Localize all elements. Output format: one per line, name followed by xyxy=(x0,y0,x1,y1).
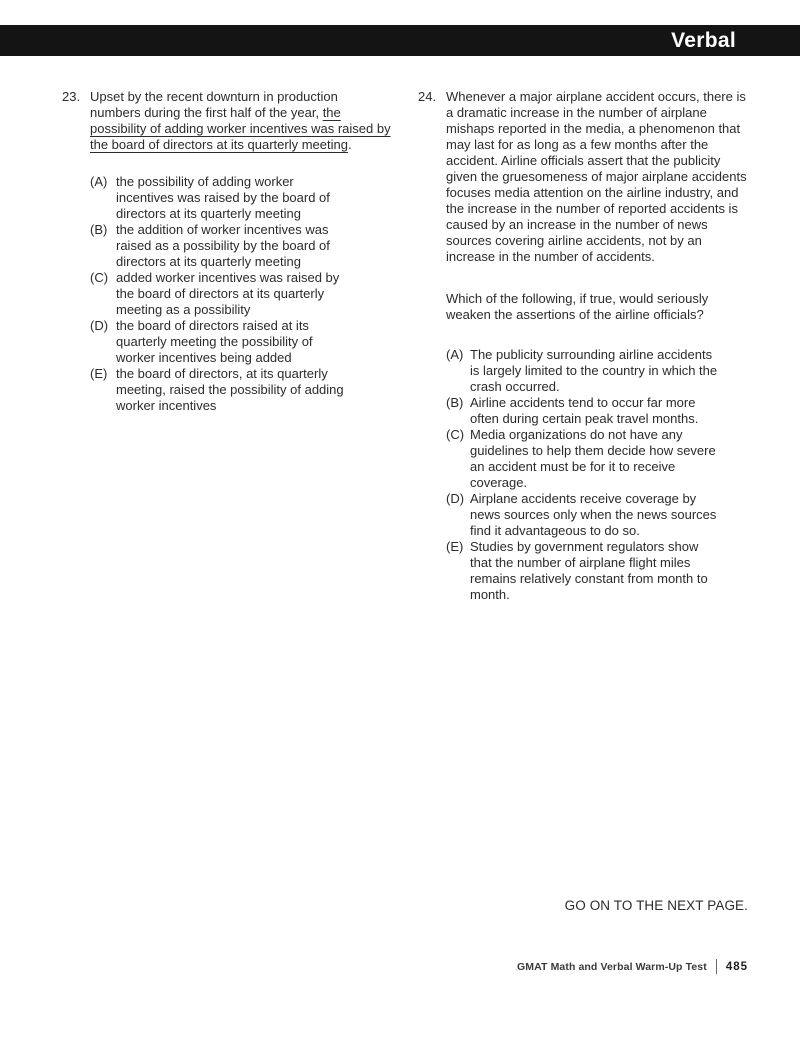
question-23-number: 23. xyxy=(62,89,81,104)
choice-label: (B) xyxy=(90,222,108,237)
stem-end-punctuation: . xyxy=(347,137,352,152)
choice-24-a xyxy=(446,347,722,395)
choice-text: added worker incentives was raised by the board of directors at its quarterly meeting as a possibility xyxy=(116,270,340,317)
choice-23-a xyxy=(90,174,350,222)
choice-label: (E) xyxy=(446,539,464,554)
stem-plain-text: Upset by the recent downturn in production numbers during the first half of the year, xyxy=(90,89,338,120)
section-header-bar xyxy=(0,25,800,56)
choice-label: (D) xyxy=(90,318,109,333)
choice-23-b xyxy=(90,222,350,270)
choice-24-b xyxy=(446,395,722,427)
choice-label: (A) xyxy=(446,347,464,362)
stem-underlined-text: the possibility of adding worker incentives was raised by the board of directors at its quarterly meeting xyxy=(90,105,391,152)
choice-text: Studies by government regulators show that the number of airplane flight miles remains relatively constant from month to month. xyxy=(470,539,708,602)
choice-text: the addition of worker incentives was raised as a possibility by the board of directors at its quarterly meeting xyxy=(116,222,330,269)
go-on-instruction: GO ON TO THE NEXT PAGE. xyxy=(564,898,748,913)
choice-label: (B) xyxy=(446,395,464,410)
choice-text: the board of directors raised at its quarterly meeting the possibility of worker incentives being added xyxy=(116,318,313,365)
choice-24-d xyxy=(446,491,722,539)
choice-label: (A) xyxy=(90,174,108,189)
choice-text: The publicity surrounding airline accidents is largely limited to the country in which the crash occurred. xyxy=(470,347,718,394)
question-24-body xyxy=(446,89,750,603)
question-24-prompt: Which of the following, if true, would seriously weaken the assertions of the airline officials? xyxy=(446,291,709,322)
question-23-choices xyxy=(90,174,350,414)
choice-24-e xyxy=(446,539,722,603)
footer-divider xyxy=(716,959,717,974)
question-23-body xyxy=(90,89,394,414)
footer-page-number: 485 xyxy=(725,960,748,973)
right-column xyxy=(418,89,750,603)
question-24 xyxy=(418,89,750,603)
choice-text: Airplane accidents receive coverage by news sources only when the news sources find it advantageous to do so. xyxy=(470,491,717,538)
choice-23-d xyxy=(90,318,350,366)
question-23 xyxy=(62,89,394,414)
choice-label: (C) xyxy=(90,270,109,285)
choice-text: Airline accidents tend to occur far more often during certain peak travel months. xyxy=(470,395,699,426)
choice-24-c xyxy=(446,427,722,491)
question-24-choices xyxy=(446,347,722,603)
choice-text: the possibility of adding worker incentives was raised by the board of directors at its quarterly meeting xyxy=(116,174,330,221)
footer-book-title: GMAT Math and Verbal Warm-Up Test xyxy=(517,960,707,973)
section-title: Verbal xyxy=(671,28,736,52)
question-24-number: 24. xyxy=(418,89,437,104)
question-24-stem: Whenever a major airplane accident occurs, there is a dramatic increase in the number of airplane mishaps reported in the media, a phenomenon that may last for as long as a few months after the accident. Airline officials assert that the publicity given the gruesomeness of major airplane accidents focuses media attention on the airline industry, and the increase in the number of reported accidents is caused by an increase in the number of news sources covering airline accidents, not by an increase in the number of accidents. xyxy=(446,89,747,264)
left-column xyxy=(62,89,394,603)
page-footer xyxy=(517,959,748,974)
choice-label: (E) xyxy=(90,366,108,381)
question-23-stem xyxy=(90,89,392,153)
choice-23-e xyxy=(90,366,350,414)
choice-23-c xyxy=(90,270,350,318)
content-columns xyxy=(62,89,750,603)
choice-text: Media organizations do not have any guidelines to help them decide how severe an accident must be for it to receive coverage. xyxy=(470,427,716,490)
choice-text: the board of directors, at its quarterly meeting, raised the possibility of adding worker incentives xyxy=(116,366,344,413)
choice-label: (D) xyxy=(446,491,465,506)
choice-label: (C) xyxy=(446,427,465,442)
